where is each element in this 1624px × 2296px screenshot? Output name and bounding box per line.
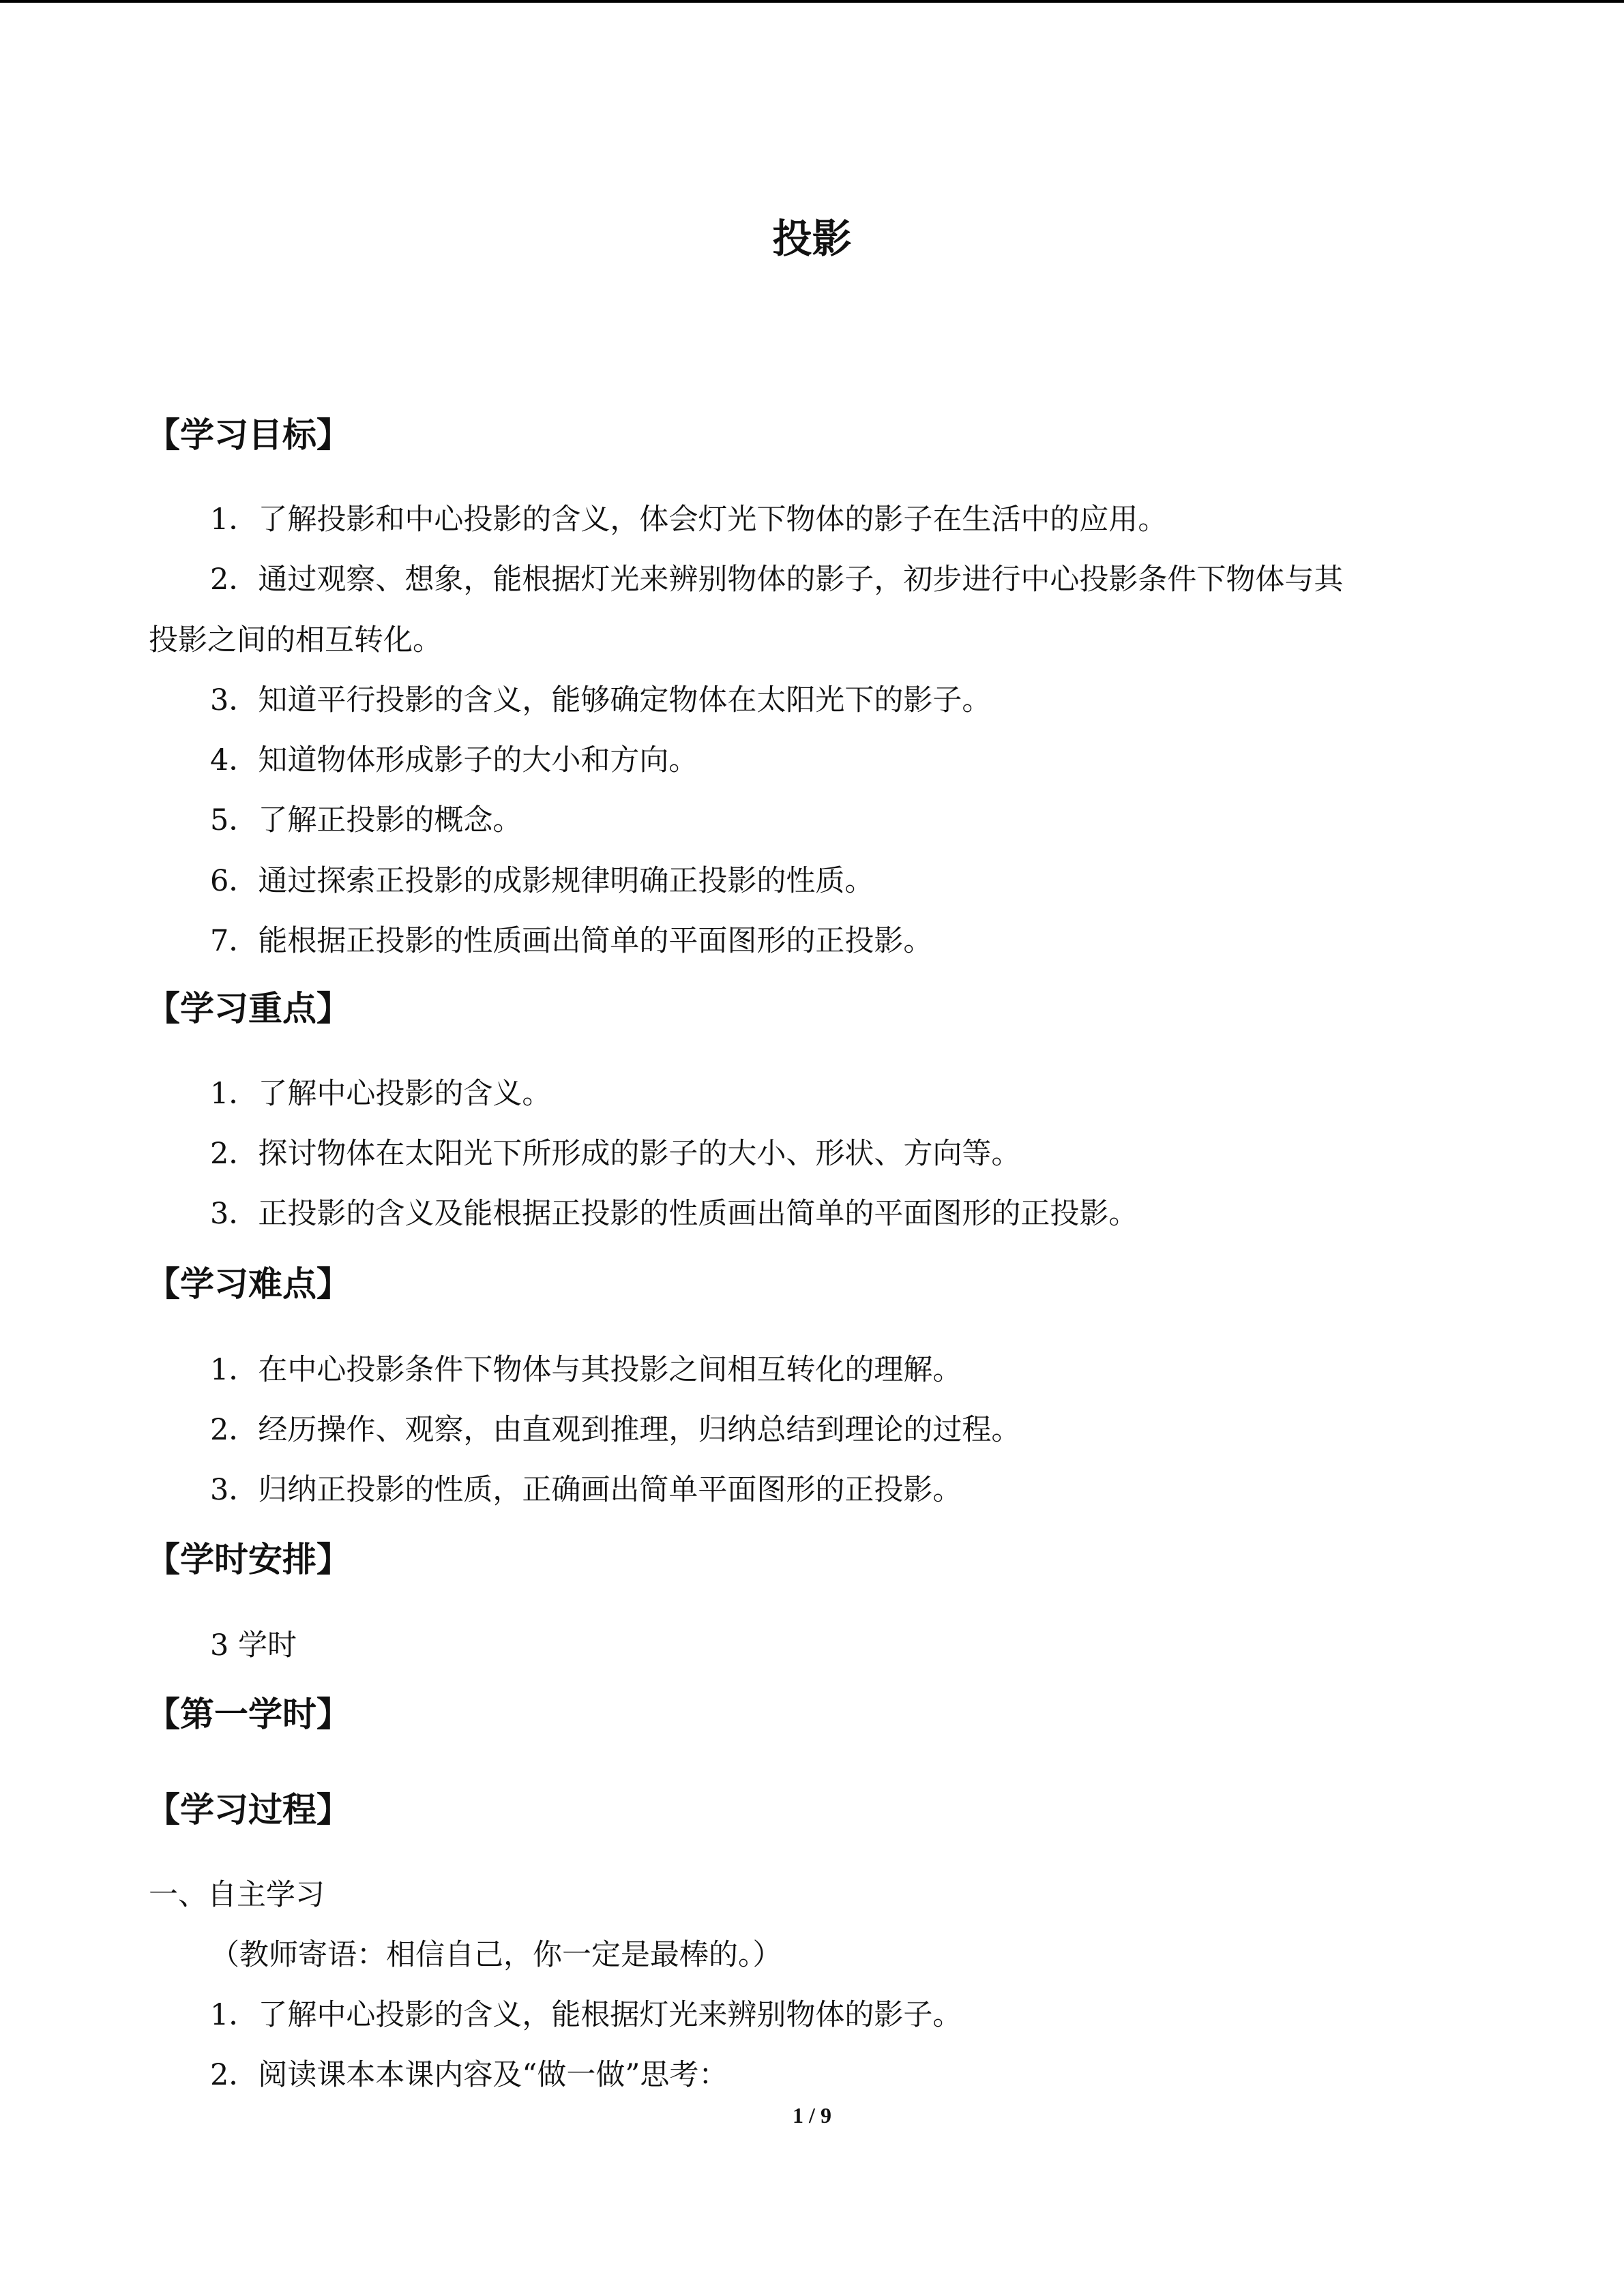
section-heading-process: 【学习过程】	[146, 1790, 351, 1830]
process-item-2: 2．阅读课本本课内容及“做一做”思考：	[210, 2058, 728, 2092]
section-heading-key-points: 【学习重点】	[146, 989, 351, 1028]
key-point-item-2: 2．探讨物体在太阳光下所形成的影子的大小、形状、方向等。	[210, 1137, 1021, 1171]
key-point-item-1: 1．了解中心投影的含义。	[210, 1077, 552, 1111]
objective-item-2: 2．通过观察、想象，能根据灯光来辨别物体的影子，初步进行中心投影条件下物体与其	[210, 563, 1344, 597]
objective-item-6: 6．通过探索正投影的成影规律明确正投影的性质。	[210, 864, 874, 898]
objective-item-1: 1．了解投影和中心投影的含义，体会灯光下物体的影子在生活中的应用。	[210, 503, 1168, 537]
section-heading-first-period: 【第一学时】	[146, 1695, 351, 1734]
process-subheading: 一、自主学习	[149, 1878, 325, 1912]
difficulty-item-1: 1．在中心投影条件下物体与其投影之间相互转化的理解。	[210, 1353, 962, 1387]
process-item-note: （教师寄语：相信自己，你一定是最棒的。）	[210, 1938, 782, 1972]
difficulty-item-3: 3．归纳正投影的性质，正确画出简单平面图形的正投影。	[210, 1473, 962, 1507]
section-heading-difficulties: 【学习难点】	[146, 1264, 351, 1304]
schedule-text: 3 学时	[210, 1628, 297, 1663]
section-heading-schedule: 【学时安排】	[146, 1540, 351, 1579]
objective-item-3: 3．知道平行投影的含义，能够确定物体在太阳光下的影子。	[210, 683, 992, 717]
difficulty-item-2: 2．经历操作、观察，由直观到推理，归纳总结到理论的过程。	[210, 1413, 1021, 1447]
process-item-1: 1．了解中心投影的含义，能根据灯光来辨别物体的影子。	[210, 1998, 962, 2032]
objective-item-5: 5．了解正投影的概念。	[210, 803, 522, 837]
document-title: 投影	[772, 215, 852, 262]
objective-item-2-continued: 投影之间的相互转化。	[149, 623, 442, 657]
key-point-item-3: 3．正投影的含义及能根据正投影的性质画出简单的平面图形的正投影。	[210, 1197, 1138, 1231]
page-number: 1 / 9	[793, 2103, 831, 2128]
objective-item-4: 4．知道物体形成影子的大小和方向。	[210, 743, 698, 777]
section-heading-objectives: 【学习目标】	[146, 415, 351, 455]
objective-item-7: 7．能根据正投影的性质画出简单的平面图形的正投影。	[210, 924, 933, 958]
